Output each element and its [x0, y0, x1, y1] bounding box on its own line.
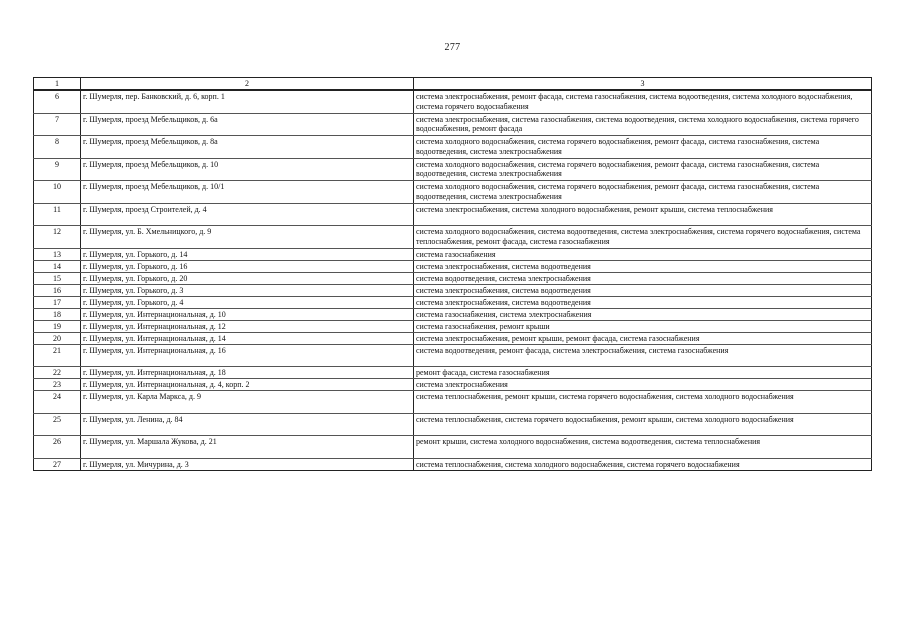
- works-cell: система электроснабжения, система водоотведения: [414, 284, 872, 296]
- address-cell: г. Шумерля, проезд Мебельщиков, д. 6а: [81, 113, 414, 136]
- row-number-cell: 7: [34, 113, 81, 136]
- address-cell: г. Шумерля, ул. Интернациональная, д. 14: [81, 332, 414, 344]
- table-row: [34, 413, 872, 436]
- table-row: [34, 284, 872, 296]
- works-cell: ремонт фасада, система газоснабжения: [414, 367, 872, 379]
- row-number-cell: 16: [34, 284, 81, 296]
- header-col-2: 2: [81, 78, 414, 91]
- works-cell: система электроснабжения, система водоотведения: [414, 296, 872, 308]
- table-row: [34, 136, 872, 159]
- address-cell: г. Шумерля, ул. Карла Маркса, д. 9: [81, 391, 414, 414]
- table-row: [34, 379, 872, 391]
- table-row: [34, 344, 872, 367]
- address-cell: г. Шумерля, проезд Мебельщиков, д. 10/1: [81, 181, 414, 204]
- page-number: 277: [444, 42, 461, 53]
- table-row: [34, 113, 872, 136]
- row-number-cell: 13: [34, 248, 81, 260]
- address-cell: г. Шумерля, ул. Интернациональная, д. 18: [81, 367, 414, 379]
- address-cell: г. Шумерля, ул. Горького, д. 20: [81, 272, 414, 284]
- works-cell: система электроснабжения, ремонт фасада, система газоснабжения, система водоотведения, система холодного водоснабжения, система горячего водоснабжения: [414, 90, 872, 113]
- address-cell: г. Шумерля, ул. Горького, д. 16: [81, 260, 414, 272]
- works-cell: система холодного водоснабжения, система горячего водоснабжения, ремонт фасада, система газоснабжения, система водоотведения, система электроснабжения: [414, 136, 872, 159]
- works-cell: система газоснабжения, система электроснабжения: [414, 308, 872, 320]
- table-row: [34, 158, 872, 181]
- table-row: [34, 260, 872, 272]
- table-row: [34, 436, 872, 459]
- works-cell: система электроснабжения: [414, 379, 872, 391]
- registry-table: [33, 77, 872, 471]
- row-number-cell: 23: [34, 379, 81, 391]
- row-number-cell: 6: [34, 90, 81, 113]
- table-row: [34, 296, 872, 308]
- works-cell: система теплоснабжения, система горячего водоснабжения, ремонт крыши, система холодного водоснабжения: [414, 413, 872, 436]
- works-cell: система электроснабжения, ремонт крыши, ремонт фасада, система газоснабжения: [414, 332, 872, 344]
- row-number-cell: 24: [34, 391, 81, 414]
- row-number-cell: 11: [34, 203, 81, 226]
- registry-table-body: [34, 78, 872, 471]
- works-cell: система газоснабжения: [414, 248, 872, 260]
- row-number-cell: 10: [34, 181, 81, 204]
- address-cell: г. Шумерля, пер. Банковский, д. 6, корп. 1: [81, 90, 414, 113]
- header-col-1: 1: [34, 78, 81, 91]
- row-number-cell: 27: [34, 458, 81, 470]
- row-number-cell: 19: [34, 320, 81, 332]
- row-number-cell: 8: [34, 136, 81, 159]
- table-row: [34, 367, 872, 379]
- address-cell: г. Шумерля, проезд Мебельщиков, д. 10: [81, 158, 414, 181]
- row-number-cell: 17: [34, 296, 81, 308]
- row-number-cell: 9: [34, 158, 81, 181]
- works-cell: система холодного водоснабжения, система горячего водоснабжения, ремонт фасада, система газоснабжения, система водоотведения, система электроснабжения: [414, 181, 872, 204]
- table-row: [34, 181, 872, 204]
- works-cell: система водоотведения, система электроснабжения: [414, 272, 872, 284]
- works-cell: ремонт крыши, система холодного водоснабжения, система водоотведения, система теплоснабжения: [414, 436, 872, 459]
- address-cell: г. Шумерля, ул. Б. Хмельницкого, д. 9: [81, 226, 414, 249]
- address-cell: г. Шумерля, проезд Мебельщиков, д. 8а: [81, 136, 414, 159]
- address-cell: г. Шумерля, ул. Интернациональная, д. 16: [81, 344, 414, 367]
- address-cell: г. Шумерля, ул. Интернациональная, д. 10: [81, 308, 414, 320]
- table-row: [34, 90, 872, 113]
- table-row: [34, 391, 872, 414]
- header-col-3: 3: [414, 78, 872, 91]
- address-cell: г. Шумерля, ул. Маршала Жукова, д. 21: [81, 436, 414, 459]
- table-row: [34, 203, 872, 226]
- address-cell: г. Шумерля, ул. Мичурина, д. 3: [81, 458, 414, 470]
- address-cell: г. Шумерля, ул. Ленина, д. 84: [81, 413, 414, 436]
- works-cell: система теплоснабжения, система холодного водоснабжения, система горячего водоснабжения: [414, 458, 872, 470]
- works-cell: система электроснабжения, система холодного водоснабжения, ремонт крыши, система теплоснабжения: [414, 203, 872, 226]
- works-cell: система электроснабжения, система газоснабжения, система водоотведения, система холодного водоснабжения, система горячего водоснабжения, ремонт фасада: [414, 113, 872, 136]
- address-cell: г. Шумерля, проезд Строителей, д. 4: [81, 203, 414, 226]
- row-number-cell: 26: [34, 436, 81, 459]
- row-number-cell: 25: [34, 413, 81, 436]
- row-number-cell: 20: [34, 332, 81, 344]
- table-row: [34, 226, 872, 249]
- address-cell: г. Шумерля, ул. Интернациональная, д. 4, корп. 2: [81, 379, 414, 391]
- row-number-cell: 14: [34, 260, 81, 272]
- works-cell: система газоснабжения, ремонт крыши: [414, 320, 872, 332]
- table-row: [34, 248, 872, 260]
- table-header-row: [34, 78, 872, 91]
- row-number-cell: 18: [34, 308, 81, 320]
- row-number-cell: 21: [34, 344, 81, 367]
- row-number-cell: 22: [34, 367, 81, 379]
- table-row: [34, 320, 872, 332]
- address-cell: г. Шумерля, ул. Горького, д. 3: [81, 284, 414, 296]
- works-cell: система теплоснабжения, ремонт крыши, система горячего водоснабжения, система холодного водоснабжения: [414, 391, 872, 414]
- works-cell: система холодного водоснабжения, система водоотведения, система электроснабжения, система горячего водоснабжения, система теплоснабжения, ремонт фасада, система газоснабжения: [414, 226, 872, 249]
- address-cell: г. Шумерля, ул. Горького, д. 4: [81, 296, 414, 308]
- table-row: [34, 308, 872, 320]
- table-row: [34, 332, 872, 344]
- table-row: [34, 272, 872, 284]
- row-number-cell: 15: [34, 272, 81, 284]
- works-cell: система водоотведения, ремонт фасада, система электроснабжения, система газоснабжения: [414, 344, 872, 367]
- row-number-cell: 12: [34, 226, 81, 249]
- address-cell: г. Шумерля, ул. Горького, д. 14: [81, 248, 414, 260]
- address-cell: г. Шумерля, ул. Интернациональная, д. 12: [81, 320, 414, 332]
- works-cell: система электроснабжения, система водоотведения: [414, 260, 872, 272]
- table-row: [34, 458, 872, 470]
- works-cell: система холодного водоснабжения, система горячего водоснабжения, ремонт фасада, система газоснабжения, система водоотведения, система электроснабжения: [414, 158, 872, 181]
